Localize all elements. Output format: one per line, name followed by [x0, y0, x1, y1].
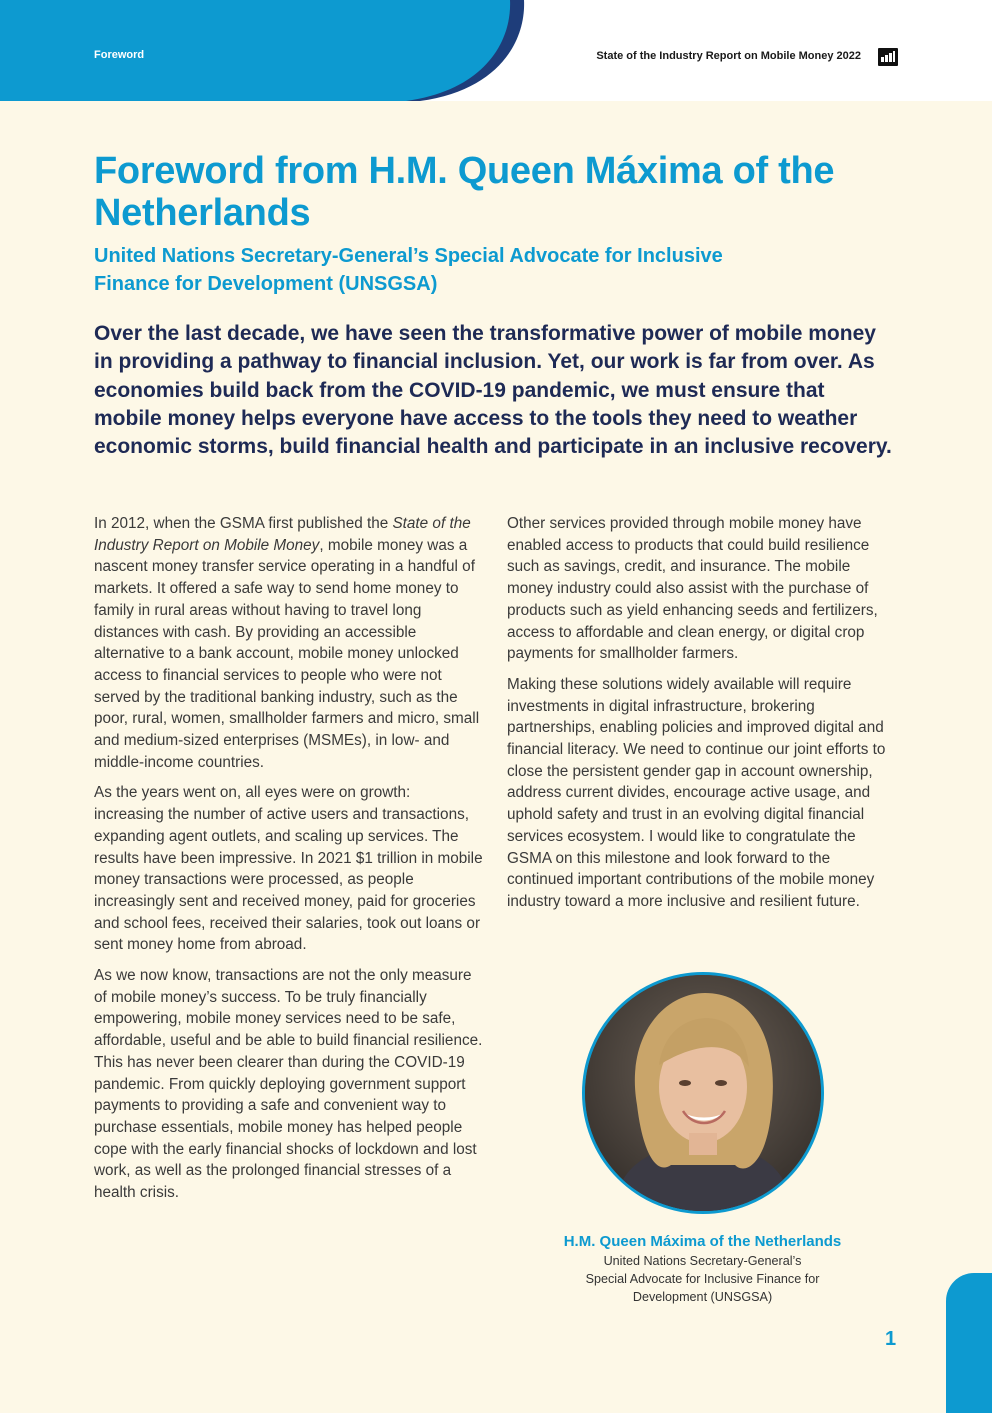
left-paragraph-1: In 2012, when the GSMA first published the State of the Industry Report on Mobile Money, mobile money was a nascent money transfer service operating in a handful of markets. It offered a safe way to send home money to family in rural areas without having to travel long distances with cash. By providing an accessible alternative to a bank account, mobile money unlocked access to financial services to people who were not served by the traditional banking industry, such as the poor, rural, women, smallholder farmers and micro, small and medium-sized enterprises (MSMEs), in low- and middle-income countries.	[94, 515, 480, 771]
page-subtitle: United Nations Secretary-General’s Special Advocate for Inclusive Finance for Development (UNSGSA)	[94, 245, 723, 295]
right-column	[507, 513, 899, 922]
right-paragraph-2: Making these solutions widely available will require investments in digital infrastructure, brokering partnerships, enabling policies and improved digital and financial literacy. We need to continue our joint efforts to close the persistent gender gap in account ownership, address current divides, encourage active usage, and uphold safety and trust in an evolving digital financial services ecosystem. I would like to congratulate the GSMA on this milestone and look forward to the continued important contributions of the mobile money industry toward a more inclusive and resilient future.	[507, 675, 886, 910]
caption-role-line-3: Development (UNSGSA)	[632, 1290, 773, 1304]
caption-name: H.M. Queen Máxima of the Netherlands	[563, 1233, 842, 1250]
caption-role-line-1: United Nations Secretary-General’s	[603, 1254, 802, 1268]
page-number: 1	[885, 1328, 897, 1350]
gsma-mobile-money-icon	[878, 48, 898, 66]
report-title: State of the Industry Report on Mobile Money 2022	[596, 50, 861, 62]
report-name-italic: State of the Industry Report on Mobile Money	[94, 515, 471, 554]
caption-role-line-2: Special Advocate for Inclusive Finance for	[585, 1272, 820, 1286]
page-title: Foreword from H.M. Queen Máxima of the Netherlands	[94, 150, 835, 234]
left-column	[94, 513, 484, 1213]
corner-tab-decoration	[946, 1273, 992, 1413]
section-label: Foreword	[94, 49, 145, 61]
left-paragraph-3: As we now know, transactions are not the only measure of mobile money’s success. To be truly financially empowering, mobile money services need to be safe, affordable, useful and be able to build financial resilience. This has never been clearer than during the COVID-19 pandemic. From quickly deploying government support payments to providing a safe and convenient way to purchase essentials, mobile money has helped people cope with the early financial shocks of lockdown and lost work, as well as the prolonged financial stresses of a health crisis.	[94, 967, 483, 1202]
page-header	[0, 0, 992, 101]
photo-caption	[540, 1232, 865, 1306]
portrait-photo	[582, 972, 824, 1214]
right-paragraph-1: Other services provided through mobile money have enabled access to products that could build resilience such as savings, credit, and insurance. The mobile money industry could also assist with the purchase of products such as yield enhancing seeds and fertilizers, access to affordable and clean energy, or digital crop payments for smallholder farmers.	[507, 515, 878, 663]
intro-paragraph: Over the last decade, we have seen the transformative power of mobile money in providing a pathway to financial inclusion. Yet, our work is far from over. As economies build back from the COVID-19 pandemic, we must ensure that mobile money helps everyone have access to the tools they need to weather economic storms, build financial health and participate in an inclusive recovery.	[94, 322, 892, 459]
header-wave-shape	[0, 0, 560, 101]
left-paragraph-2: As the years went on, all eyes were on growth: increasing the number of active users and transactions, expanding agent outlets, and scaling up services. The results have been impressive. In 2021 $1 trillion in mobile money transactions were processed, as people increasingly sent and received money, paid for groceries and school fees, received their salaries, took out loans or sent money home from abroad.	[94, 784, 483, 954]
